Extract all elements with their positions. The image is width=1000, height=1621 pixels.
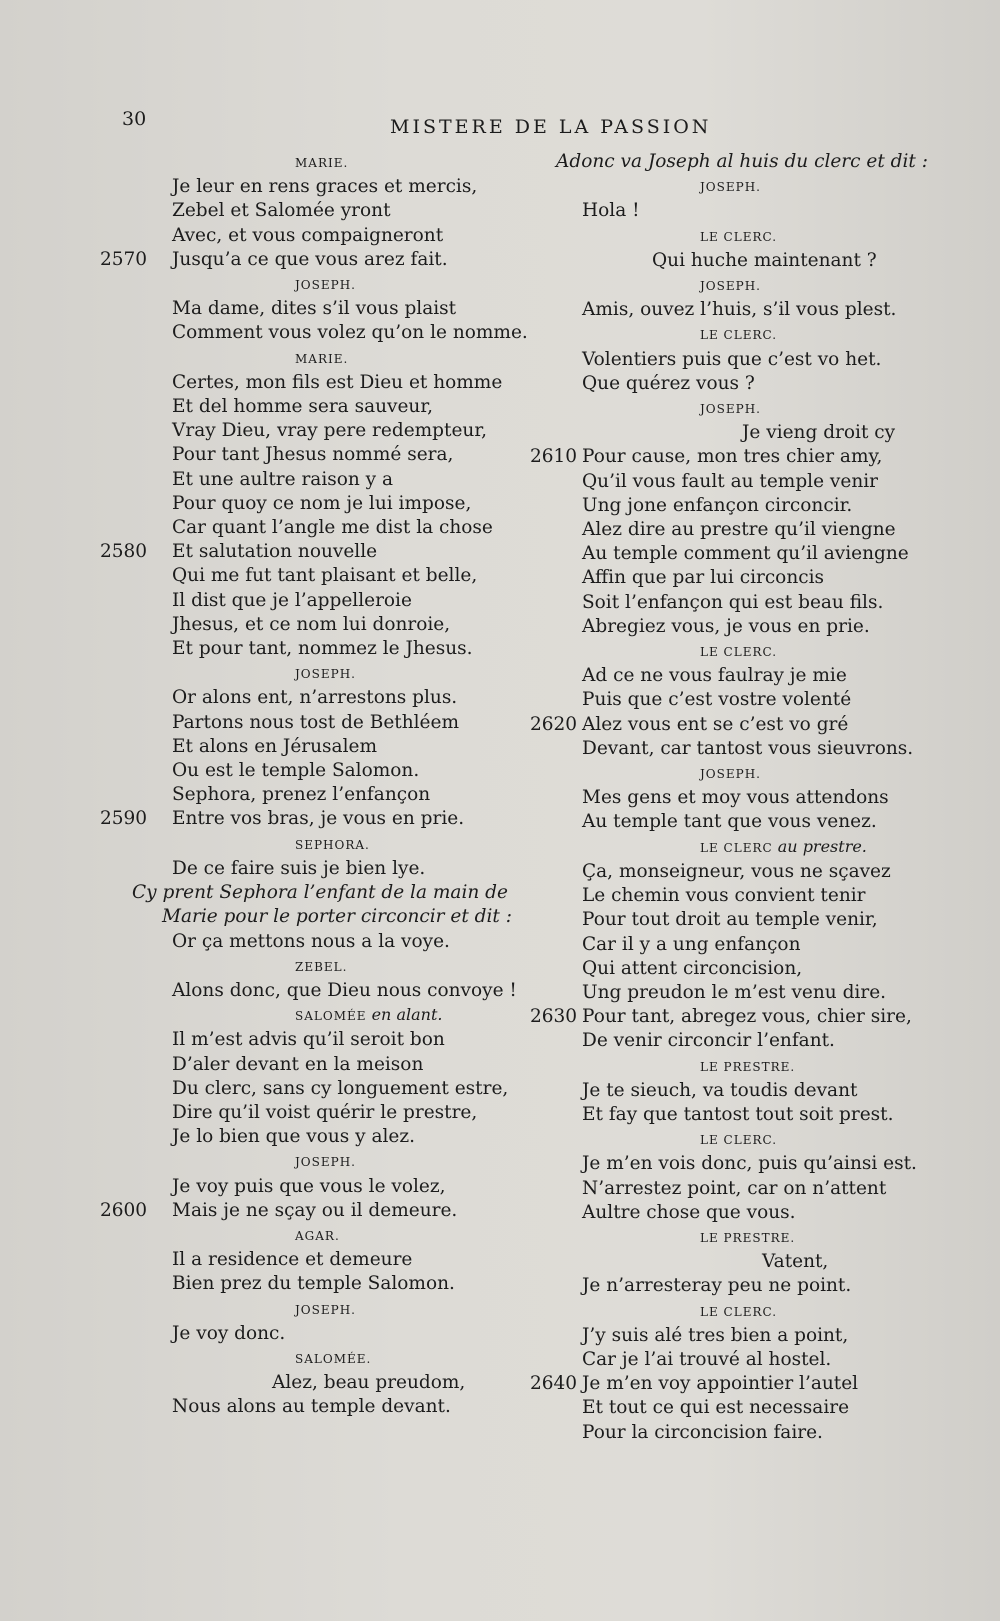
verse-number: 2610	[530, 446, 578, 468]
left-column	[100, 150, 528, 1420]
verse-text: Ça, monseigneur, vous ne sçavez	[582, 860, 891, 882]
speaker-line	[530, 1225, 930, 1250]
verse-text: De venir circoncir l’enfant.	[582, 1030, 835, 1052]
speaker-name: AGAR.	[295, 1228, 340, 1243]
verse-line	[100, 1053, 520, 1077]
verse-line	[530, 860, 930, 884]
verse-text: Je n’arresteray peu ne point.	[582, 1275, 852, 1297]
verse-text: Pour tout droit au temple venir,	[582, 909, 878, 931]
verse-text: Il a residence et demeure	[172, 1249, 413, 1271]
verse-line	[100, 1371, 520, 1395]
verse-line	[100, 443, 520, 467]
verse-line	[100, 321, 528, 345]
verse-line	[530, 1324, 930, 1348]
verse-number: 2580	[100, 541, 148, 563]
verse-text: Hola !	[582, 200, 640, 222]
verse-line	[530, 1029, 930, 1053]
speaker-line	[530, 835, 930, 860]
speaker-line	[530, 1299, 930, 1324]
verse-line	[100, 1248, 520, 1272]
verse-text: Ung jone enfançon circoncir.	[582, 494, 853, 516]
verse-line	[100, 1028, 520, 1052]
speaker-name: LE CLERC.	[700, 1133, 778, 1148]
verse-text: N’arrestez point, car on n’attent	[582, 1177, 887, 1199]
speaker-line	[100, 661, 520, 686]
verse-line	[100, 589, 520, 613]
verse-line	[530, 566, 930, 590]
verse-line	[100, 1395, 520, 1419]
speaker-name: JOSEPH.	[700, 279, 761, 294]
stage-direction-line	[530, 150, 930, 174]
verse-text: Ad ce ne vous faulray je mie	[582, 665, 847, 687]
verse-line	[100, 1101, 520, 1125]
speaker-name: SALOMÉE	[295, 1009, 367, 1024]
verse-text: Soit l’enfançon qui est beau fils.	[582, 591, 884, 613]
verse-line	[530, 518, 930, 542]
verse-line	[530, 591, 930, 615]
verse-text: Dire qu’il voist quérir le prestre,	[172, 1101, 478, 1123]
verse-line	[100, 248, 520, 272]
verse-line	[100, 711, 520, 735]
verse-line	[530, 688, 930, 712]
speaker-name: LE PRESTRE.	[700, 1059, 796, 1074]
verse-text: Ung preudon le m’est venu dire.	[582, 981, 887, 1003]
verse-line	[100, 783, 520, 807]
verse-text: Entre vos bras, je vous en prie.	[172, 808, 465, 830]
verse-line	[100, 979, 520, 1003]
verse-number: 2590	[100, 808, 148, 830]
verse-text: Il dist que je l’appelleroie	[172, 589, 412, 611]
verse-text: Abregiez vous, je vous en prie.	[582, 615, 870, 637]
verse-line	[530, 1201, 930, 1225]
stage-direction: Marie pour le porter circoncir et dit :	[162, 906, 512, 928]
verse-text: Aultre chose que vous.	[582, 1201, 796, 1223]
verse-line	[100, 735, 520, 759]
verse-text: Pour cause, mon tres chier amy,	[582, 446, 883, 468]
speaker-name: LE CLERC.	[700, 229, 778, 244]
speaker-name: SEPHORA.	[295, 837, 370, 852]
verse-line	[530, 1152, 930, 1176]
verse-line	[530, 445, 930, 469]
verse-text: Jhesus, et ce nom lui donroie,	[172, 613, 451, 635]
verse-text: Je voy donc.	[172, 1322, 286, 1344]
verse-line	[530, 1274, 930, 1298]
speaker-line	[530, 396, 930, 421]
verse-text: Au temple comment qu’il aviengne	[582, 543, 909, 565]
verse-line	[100, 613, 520, 637]
verse-text: Qui huche maintenant ?	[652, 249, 877, 271]
verse-line	[530, 1103, 930, 1127]
verse-line	[100, 807, 520, 831]
speaker-direction: au prestre.	[772, 836, 867, 856]
verse-text: De ce faire suis je bien lye.	[172, 857, 426, 879]
speaker-line	[100, 1223, 520, 1248]
speaker-name: JOSEPH.	[295, 278, 356, 293]
speaker-line	[100, 832, 520, 857]
verse-text: Car quant l’angle me dist la chose	[172, 517, 493, 539]
verse-text: Je m’en voy appointier l’autel	[582, 1373, 859, 1395]
verse-line	[100, 468, 520, 492]
verse-line	[100, 1272, 520, 1296]
speaker-name: JOSEPH.	[700, 402, 761, 417]
verse-line	[100, 492, 520, 516]
verse-line	[100, 1322, 520, 1346]
verse-text: Pour tant Jhesus nommé sera,	[172, 444, 454, 466]
verse-text: Et fay que tantost tout soit prest.	[582, 1103, 894, 1125]
verse-text: Ou est le temple Salomon.	[172, 760, 420, 782]
verse-text: Le chemin vous convient tenir	[582, 885, 866, 907]
verse-line	[530, 957, 930, 981]
verse-line	[530, 615, 930, 639]
verse-line	[530, 298, 930, 322]
verse-number: 2630	[530, 1006, 578, 1028]
verse-text: Pour tant, abregez vous, chier sire,	[582, 1006, 912, 1028]
verse-text: Vray Dieu, vray pere redempteur,	[172, 420, 488, 442]
verse-line	[530, 1005, 930, 1029]
verse-line	[100, 297, 520, 321]
verse-text: Amis, ouvez l’huis, s’il vous plest.	[582, 299, 897, 321]
verse-line	[530, 786, 930, 810]
verse-text: Vatent,	[762, 1251, 829, 1273]
verse-number: 2640	[530, 1373, 578, 1395]
verse-text: Je leur en rens graces et mercis,	[172, 176, 478, 198]
verse-text: Partons nous tost de Bethléem	[172, 711, 459, 733]
verse-text: Devant, car tantost vous sieuvrons.	[582, 737, 914, 759]
verse-text: Or ça mettons nous a la voye.	[172, 930, 450, 952]
speaker-line	[530, 273, 930, 298]
verse-line	[530, 884, 930, 908]
verse-text: J’y suis alé tres bien a point,	[582, 1324, 849, 1346]
verse-text: Je te sieuch, va toudis devant	[582, 1079, 858, 1101]
speaker-name: LE CLERC.	[700, 645, 778, 660]
speaker-name: JOSEPH.	[295, 1302, 356, 1317]
verse-line	[100, 1125, 520, 1149]
verse-line	[530, 494, 930, 518]
running-title: MISTERE DE LA PASSION	[390, 116, 712, 138]
speaker-name: LE CLERC.	[700, 328, 778, 343]
speaker-name: JOSEPH.	[700, 767, 761, 782]
speaker-line	[530, 224, 930, 249]
verse-line	[100, 759, 520, 783]
verse-line	[530, 421, 930, 445]
verse-line	[100, 371, 520, 395]
speaker-name: JOSEPH.	[700, 180, 761, 195]
verse-text: Pour la circoncision faire.	[582, 1421, 823, 1443]
speaker-name: MARIE.	[295, 156, 349, 170]
speaker-name: MARIE.	[295, 351, 349, 366]
verse-text: Avec, et vous compaigneront	[172, 224, 444, 246]
verse-text: D’aler devant en la meison	[172, 1053, 424, 1075]
verse-text: Qu’il vous fault au temple venir	[582, 470, 878, 492]
stage-direction: Adonc va Joseph al huis du clerc et dit :	[556, 151, 928, 172]
verse-line	[100, 175, 520, 199]
verse-text: Alez dire au prestre qu’il viengne	[582, 519, 896, 541]
speaker-name: LE CLERC.	[700, 1304, 778, 1319]
verse-text: Et del homme sera sauveur,	[172, 396, 434, 418]
stage-direction-line	[100, 881, 520, 905]
verse-number: 2600	[100, 1199, 148, 1221]
verse-line	[530, 1177, 930, 1201]
verse-text: Je vieng droit cy	[742, 422, 896, 444]
verse-text: Qui attent circoncision,	[582, 957, 803, 979]
verse-line	[530, 470, 930, 494]
right-column	[530, 150, 930, 1445]
verse-text: Car il y a ung enfançon	[582, 933, 801, 955]
verse-text: Je lo bien que vous y alez.	[172, 1126, 416, 1148]
verse-text: Mes gens et moy vous attendons	[582, 787, 889, 809]
verse-text: Au temple tant que vous venez.	[582, 811, 877, 833]
verse-text: Affin que par lui circoncis	[582, 567, 825, 589]
verse-line	[530, 1250, 930, 1274]
page-number: 30	[122, 108, 147, 130]
verse-text: Alez, beau preudom,	[272, 1372, 466, 1394]
speaker-line	[100, 1149, 520, 1174]
speaker-name: JOSEPH.	[295, 667, 356, 682]
verse-line	[100, 199, 520, 223]
verse-line	[530, 542, 930, 566]
verse-text: Bien prez du temple Salomon.	[172, 1273, 455, 1295]
speaker-direction: en alant.	[366, 1005, 443, 1025]
verse-line	[530, 664, 930, 688]
verse-line	[530, 713, 930, 737]
verse-text: Et alons en Jérusalem	[172, 735, 377, 757]
verse-number: 2570	[100, 248, 148, 270]
verse-line	[100, 930, 520, 954]
verse-line	[530, 199, 930, 223]
verse-line	[100, 686, 520, 710]
speaker-name: JOSEPH.	[295, 1155, 356, 1170]
verse-text: Que quérez vous ?	[582, 372, 755, 394]
verse-text: Et une aultre raison y a	[172, 468, 394, 490]
verse-number: 2620	[530, 713, 578, 735]
verse-line	[530, 908, 930, 932]
verse-line	[100, 1077, 520, 1101]
speaker-name: LE PRESTRE.	[700, 1230, 796, 1245]
verse-line	[530, 372, 930, 396]
verse-text: Alons donc, que Dieu nous convoye !	[172, 979, 517, 1001]
speaker-line	[100, 272, 520, 297]
verse-line	[530, 1396, 930, 1420]
verse-text: Volentiers puis que c’est vo het.	[582, 348, 882, 370]
verse-text: Certes, mon fils est Dieu et homme	[172, 371, 503, 393]
verse-line	[530, 810, 930, 834]
speaker-line	[530, 174, 930, 199]
verse-text: Mais je ne sçay ou il demeure.	[172, 1199, 458, 1221]
verse-text: Et pour tant, nommez le Jhesus.	[172, 638, 473, 660]
speaker-line	[530, 1054, 930, 1079]
verse-text: Ma dame, dites s’il vous plaist	[172, 298, 457, 320]
verse-line	[100, 395, 520, 419]
verse-text: Or alons ent, n’arrestons plus.	[172, 687, 458, 709]
stage-direction: Cy prent Sephora l’enfant de la main de	[132, 882, 508, 904]
verse-line	[530, 348, 930, 372]
speaker-name: ZEBEL.	[295, 959, 348, 974]
verse-line	[530, 249, 930, 273]
verse-line	[530, 1421, 930, 1445]
verse-text: Zebel et Salomée yront	[172, 200, 391, 222]
page-header	[0, 108, 1000, 138]
speaker-name: LE CLERC	[700, 840, 773, 855]
verse-line	[100, 857, 520, 881]
verse-line	[100, 1199, 520, 1223]
speaker-line	[100, 150, 520, 175]
verse-text: Nous alons au temple devant.	[172, 1396, 451, 1418]
verse-line	[530, 737, 930, 761]
verse-line	[100, 540, 520, 564]
speaker-line	[530, 639, 930, 664]
speaker-line	[100, 1003, 520, 1028]
speaker-line	[100, 346, 520, 371]
verse-line	[100, 1175, 520, 1199]
verse-line	[100, 419, 520, 443]
speaker-line	[530, 1127, 930, 1152]
speaker-line	[530, 761, 930, 786]
verse-text: Il m’est advis qu’il seroit bon	[172, 1029, 445, 1051]
speaker-line	[100, 954, 520, 979]
verse-text: Comment vous volez qu’on le nomme.	[172, 322, 528, 344]
verse-text: Jusqu’a ce que vous arez fait.	[172, 248, 448, 270]
verse-line	[530, 1079, 930, 1103]
speaker-line	[530, 322, 930, 347]
verse-text: Sephora, prenez l’enfançon	[172, 784, 431, 806]
verse-line	[100, 564, 520, 588]
verse-line	[530, 1348, 930, 1372]
verse-text: Puis que c’est vostre volenté	[582, 689, 852, 711]
verse-line	[530, 1372, 930, 1396]
verse-text: Alez vous ent se c’est vo gré	[582, 713, 849, 735]
verse-text: Je voy puis que vous le volez,	[172, 1175, 446, 1197]
verse-text: Pour quoy ce nom je lui impose,	[172, 492, 472, 514]
verse-line	[100, 637, 520, 661]
verse-line	[530, 981, 930, 1005]
verse-text: Et salutation nouvelle	[172, 541, 378, 563]
verse-text: Du clerc, sans cy longuement estre,	[172, 1077, 509, 1099]
speaker-name: SALOMÉE.	[295, 1351, 372, 1366]
speaker-line	[100, 1297, 520, 1322]
verse-text: Qui me fut tant plaisant et belle,	[172, 565, 478, 587]
verse-text: Car je l’ai trouvé al hostel.	[582, 1348, 832, 1370]
verse-line	[100, 224, 520, 248]
speaker-line	[100, 1346, 520, 1371]
verse-line	[100, 516, 520, 540]
verse-line	[530, 933, 930, 957]
stage-direction-line	[100, 905, 520, 929]
verse-text: Je m’en vois donc, puis qu’ainsi est.	[582, 1153, 917, 1175]
verse-text: Et tout ce qui est necessaire	[582, 1397, 850, 1419]
